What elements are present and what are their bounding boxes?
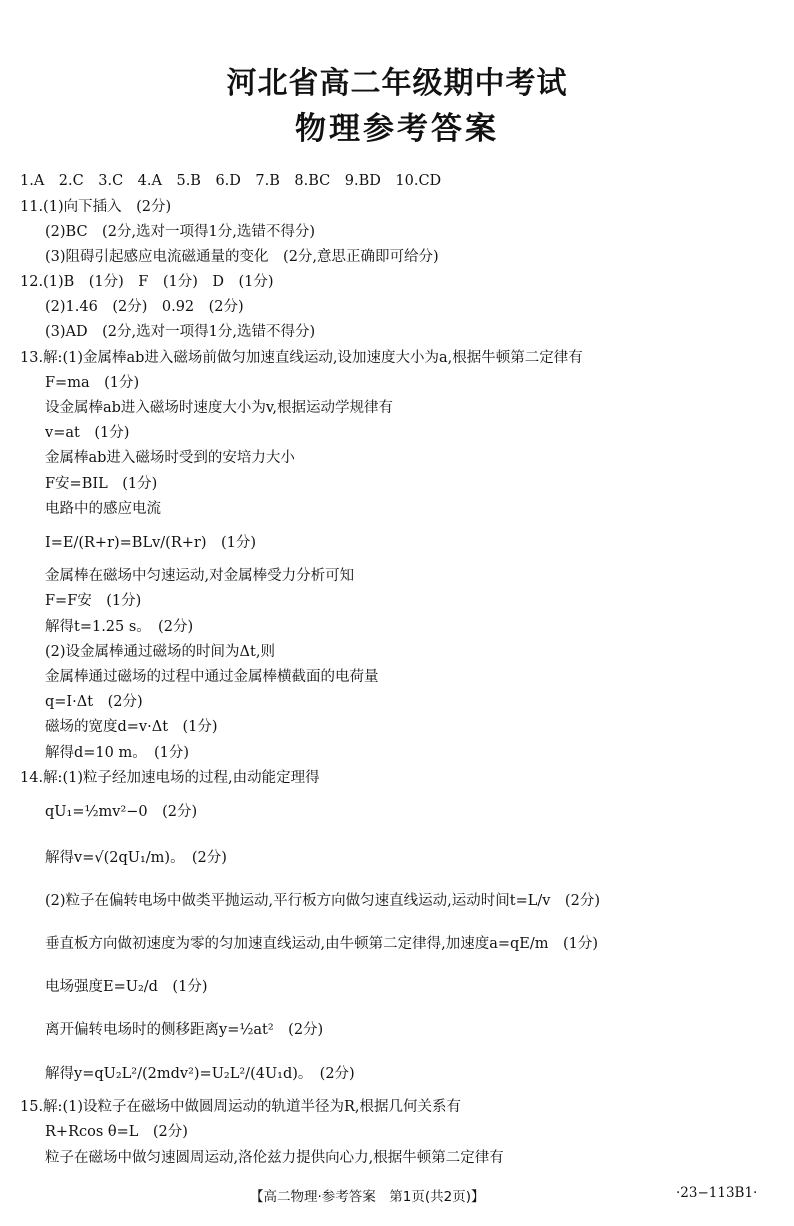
- answer-line: 磁场的宽度d=v·Δt (1分): [45, 719, 218, 735]
- answer-line: 解得t=1.25 s。 (2分): [45, 619, 194, 635]
- exam-title: 河北省高二年级期中考试: [226, 66, 568, 101]
- answer-line: (3)AD (2分,选对一项得1分,选错不得分): [45, 324, 316, 340]
- answer-line: 金属棒通过磁场的过程中通过金属棒横截面的电荷量: [45, 669, 379, 685]
- answer-line: 设金属棒ab进入磁场时速度大小为v,根据运动学规律有: [45, 400, 394, 416]
- answer-line: 离开偏转电场时的侧移距离y=½at² (2分): [45, 1022, 324, 1038]
- answer-line: 电路中的感应电流: [45, 501, 161, 517]
- answer-line: I=E/(R+r)=BLv/(R+r) (1分): [45, 535, 257, 551]
- answer-line: qU₁=½mv²−0 (2分): [45, 804, 198, 820]
- answer-line: (2)设金属棒通过磁场的时间为Δt,则: [45, 644, 275, 660]
- page-code: ·23−113B1·: [676, 1185, 758, 1201]
- answer-line: 11.(1)向下插入 (2分): [20, 199, 172, 215]
- answer-line: 粒子在磁场中做匀速圆周运动,洛伦兹力提供向心力,根据牛顿第二定律有: [45, 1150, 504, 1166]
- answer-line: F=ma (1分): [45, 375, 140, 391]
- answer-line: (2)BC (2分,选对一项得1分,选错不得分): [45, 224, 316, 240]
- answer-line: (2)1.46 (2分) 0.92 (2分): [45, 299, 244, 315]
- answer-line: 电场强度E=U₂/d (1分): [45, 979, 208, 995]
- answer-line: (3)阻碍引起感应电流磁通量的变化 (2分,意思正确即可给分): [45, 249, 439, 265]
- answer-line: 12.(1)B (1分) F (1分) D (1分): [20, 274, 274, 290]
- answer-line: 金属棒ab进入磁场时受到的安培力大小: [45, 450, 295, 466]
- answer-line: 14.解:(1)粒子经加速电场的过程,由动能定理得: [20, 770, 320, 786]
- answer-line: 金属棒在磁场中匀速运动,对金属棒受力分析可知: [45, 568, 355, 584]
- answer-line: 解得d=10 m。 (1分): [45, 745, 190, 761]
- answer-line: F=F安 (1分): [45, 593, 142, 609]
- page-footer-label: 【高二物理·参考答案 第1页(共2页)】: [250, 1189, 485, 1205]
- answer-line: 解得y=qU₂L²/(2mdv²)=U₂L²/(4U₁d)。 (2分): [45, 1066, 355, 1082]
- answer-line: 1.A 2.C 3.C 4.A 5.B 6.D 7.B 8.BC 9.BD 10.CD: [20, 173, 442, 189]
- answer-line: v=at (1分): [45, 425, 130, 441]
- answer-line: F安=BIL (1分): [45, 476, 158, 492]
- answer-line: (2)粒子在偏转电场中做类平抛运动,平行板方向做匀速直线运动,运动时间t=L/v (2分): [45, 893, 600, 909]
- answer-line: 解得v=√(2qU₁/m)。 (2分): [45, 850, 227, 866]
- answer-line: 15.解:(1)设粒子在磁场中做圆周运动的轨道半径为R,根据几何关系有: [20, 1099, 462, 1115]
- answer-line: R+Rcos θ=L (2分): [45, 1124, 188, 1140]
- answer-line: q=I·Δt (2分): [45, 694, 143, 710]
- answer-line: 13.解:(1)金属棒ab进入磁场前做匀加速直线运动,设加速度大小为a,根据牛顿第二定律有: [20, 350, 583, 366]
- answer-line: 垂直板方向做初速度为零的匀加速直线运动,由牛顿第二定律得,加速度a=qE/m (1分): [45, 936, 599, 952]
- answer-title: 物理参考答案: [295, 111, 499, 147]
